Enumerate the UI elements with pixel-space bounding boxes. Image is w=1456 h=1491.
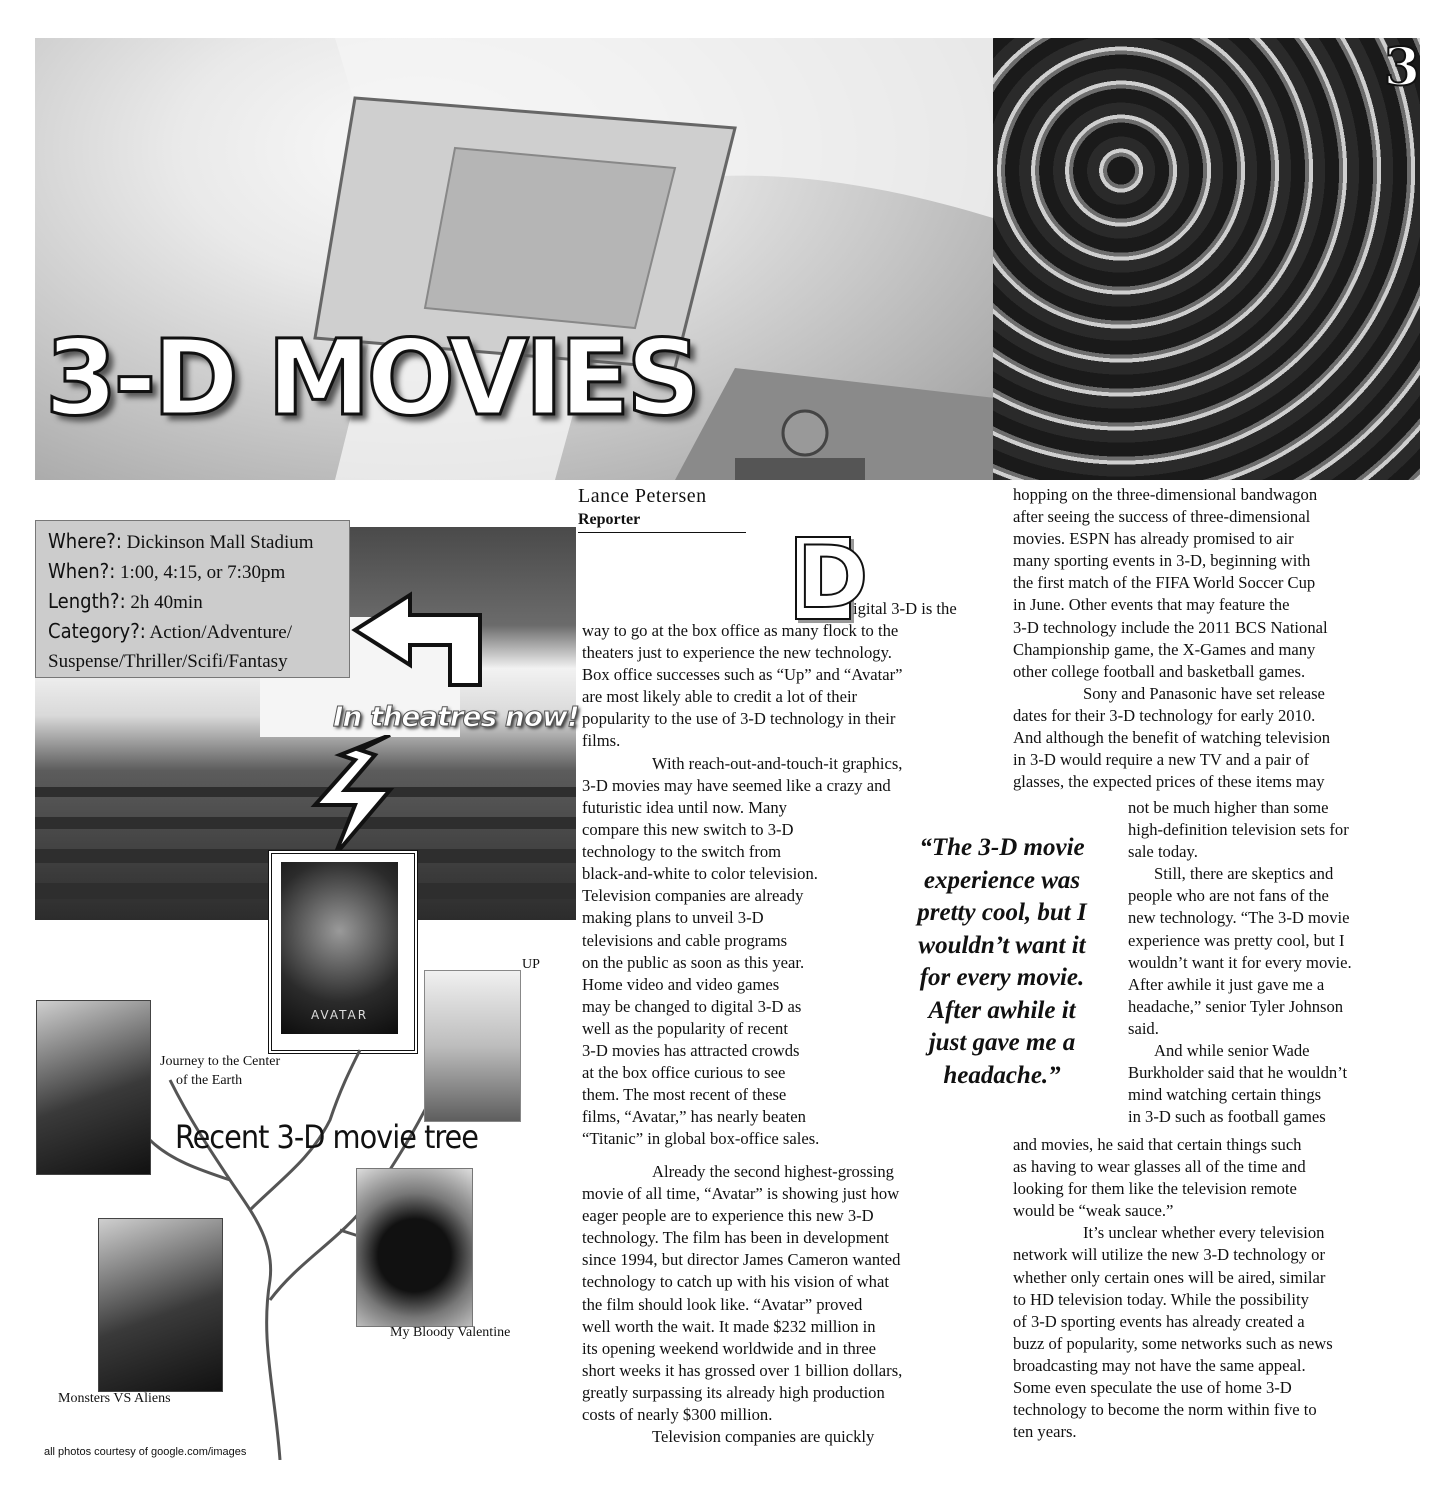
up-poster bbox=[424, 970, 521, 1122]
article-col2-a: hopping on the three-dimensional bandwagon after seeing the success of three-dimensional movies. ESPN has already promised to air many sporting events in 3-D, beginning with the first match of the FIFA World Soccer Cup in June. Other events that may feature the 3-D technology include the 2011 BCS National Championship game, the X-Games and many other college football and basketball games. Sony and Panasonic have set release dates for their 3-D technology for early 2010. And although the benefit of watching television in 3-D would require a new TV and a pair of glasses, the expected prices of these items may bbox=[1013, 485, 1331, 792]
showtime-info-box bbox=[35, 520, 350, 678]
drop-cap: D bbox=[797, 528, 869, 628]
info-when: When?: 1:00, 4:15, or 7:30pm bbox=[48, 559, 286, 583]
arrow-left-icon bbox=[340, 590, 500, 690]
audience-photo bbox=[993, 38, 1420, 480]
article-col1-a: way to go at the box office as many flock to the theaters just to experience the new technology. Box office successes such as “Up” and “Avatar” are most likely able to credit a lot of their popularity to the use of 3-D technology in their films. With reach-out-and-touch-it graphics, 3-D movies may have seemed like a crazy and bbox=[582, 621, 903, 795]
tree-title: Recent 3-D movie tree bbox=[175, 1118, 478, 1156]
info-length: Length?: 2h 40min bbox=[48, 589, 203, 613]
article-col1-narrow: futuristic idea until now. Many compare this new switch to 3-D technology to the switch from black-and-white to color television. Television companies are already making plans to unveil 3-D televisions and cable programs on the public as soon as this year. Home video and video games may be changed to digital 3-D as well as the popularity of recent 3-D movies has attracted crowds at the box office curious to see them. The most recent of these films, “Avatar,” has nearly beaten “Titanic” in global box-office sales. bbox=[582, 798, 820, 1149]
page-number: 3 bbox=[1383, 37, 1420, 98]
byline-name: Lance Petersen bbox=[578, 485, 707, 507]
zigzag-arrow-icon bbox=[300, 735, 420, 865]
monsters-caption: Monsters VS Aliens bbox=[58, 1391, 171, 1406]
byline-rule bbox=[578, 532, 746, 533]
info-category: Category?: Action/Adventure/ bbox=[48, 619, 292, 643]
pull-quote: “The 3-D movie experience was pretty cool, but I wouldn’t want it for every movie. After awhile it just gave me a headache.” bbox=[917, 834, 1087, 1089]
valentine-poster bbox=[356, 1168, 473, 1327]
col1-firstline: igital 3-D is the bbox=[853, 599, 957, 618]
headline: 3-D MOVIES bbox=[45, 317, 698, 439]
in-theatres-banner: In theatres now! bbox=[333, 700, 579, 733]
journey-poster bbox=[36, 1000, 151, 1175]
journey-caption-1: Journey to the Center bbox=[160, 1054, 281, 1069]
journey-caption-2: of the Earth bbox=[176, 1073, 243, 1088]
info-category-cont: Suspense/Thriller/Scifi/Fantasy bbox=[48, 651, 288, 672]
avatar-poster-title: AVATAR bbox=[310, 1008, 369, 1022]
byline-role: Reporter bbox=[578, 511, 641, 528]
up-caption: UP bbox=[522, 957, 540, 972]
article-col2-b: and movies, he said that certain things such as having to wear glasses all of the time and looking for them like the television remote would be “weak sauce.” It’s unclear whether every television network will utilize the new 3-D technology or whether only certain ones will be aired, similar to HD television today. While the possibility of 3-D sporting events has already created a buzz of popularity, some networks such as news broadcasting may not have the same appeal. Some even speculate the use of home 3-D technology to become the norm within five to ten years. bbox=[1013, 1135, 1333, 1442]
valentine-caption: My Bloody Valentine bbox=[390, 1325, 511, 1340]
article-col1-b: Already the second highest-grossing movie of all time, “Avatar” is showing just how eager people are to experience this new 3-D technology. The film has been in development since 1994, but director James Cameron wanted technology to catch up with his vision of what the film should look like. “Avatar” proved well worth the wait. It made $232 million in its opening weekend worldwide and in three short weeks it has grossed over 1 billion dollars, greatly surpassing its already high production costs of nearly $300 million. Television companies are quickly bbox=[582, 1162, 903, 1447]
monsters-poster bbox=[98, 1218, 223, 1392]
article-col2-narrow: not be much higher than some high-definition television sets for sale today. Still, there are skeptics and people who are not fans of the new technology. “The 3-D movie experience was pretty cool, but I wouldn’t want it for every movie. After awhile it just gave me a headache,” senior Tyler Johnson said. And while senior Wade Burkholder said that he wouldn’t mind watching certain things in 3-D such as football games bbox=[1128, 798, 1352, 1127]
info-where: Where?: Dickinson Mall Stadium bbox=[48, 529, 314, 553]
photo-credit: all photos courtesy of google.com/images bbox=[44, 1446, 247, 1458]
